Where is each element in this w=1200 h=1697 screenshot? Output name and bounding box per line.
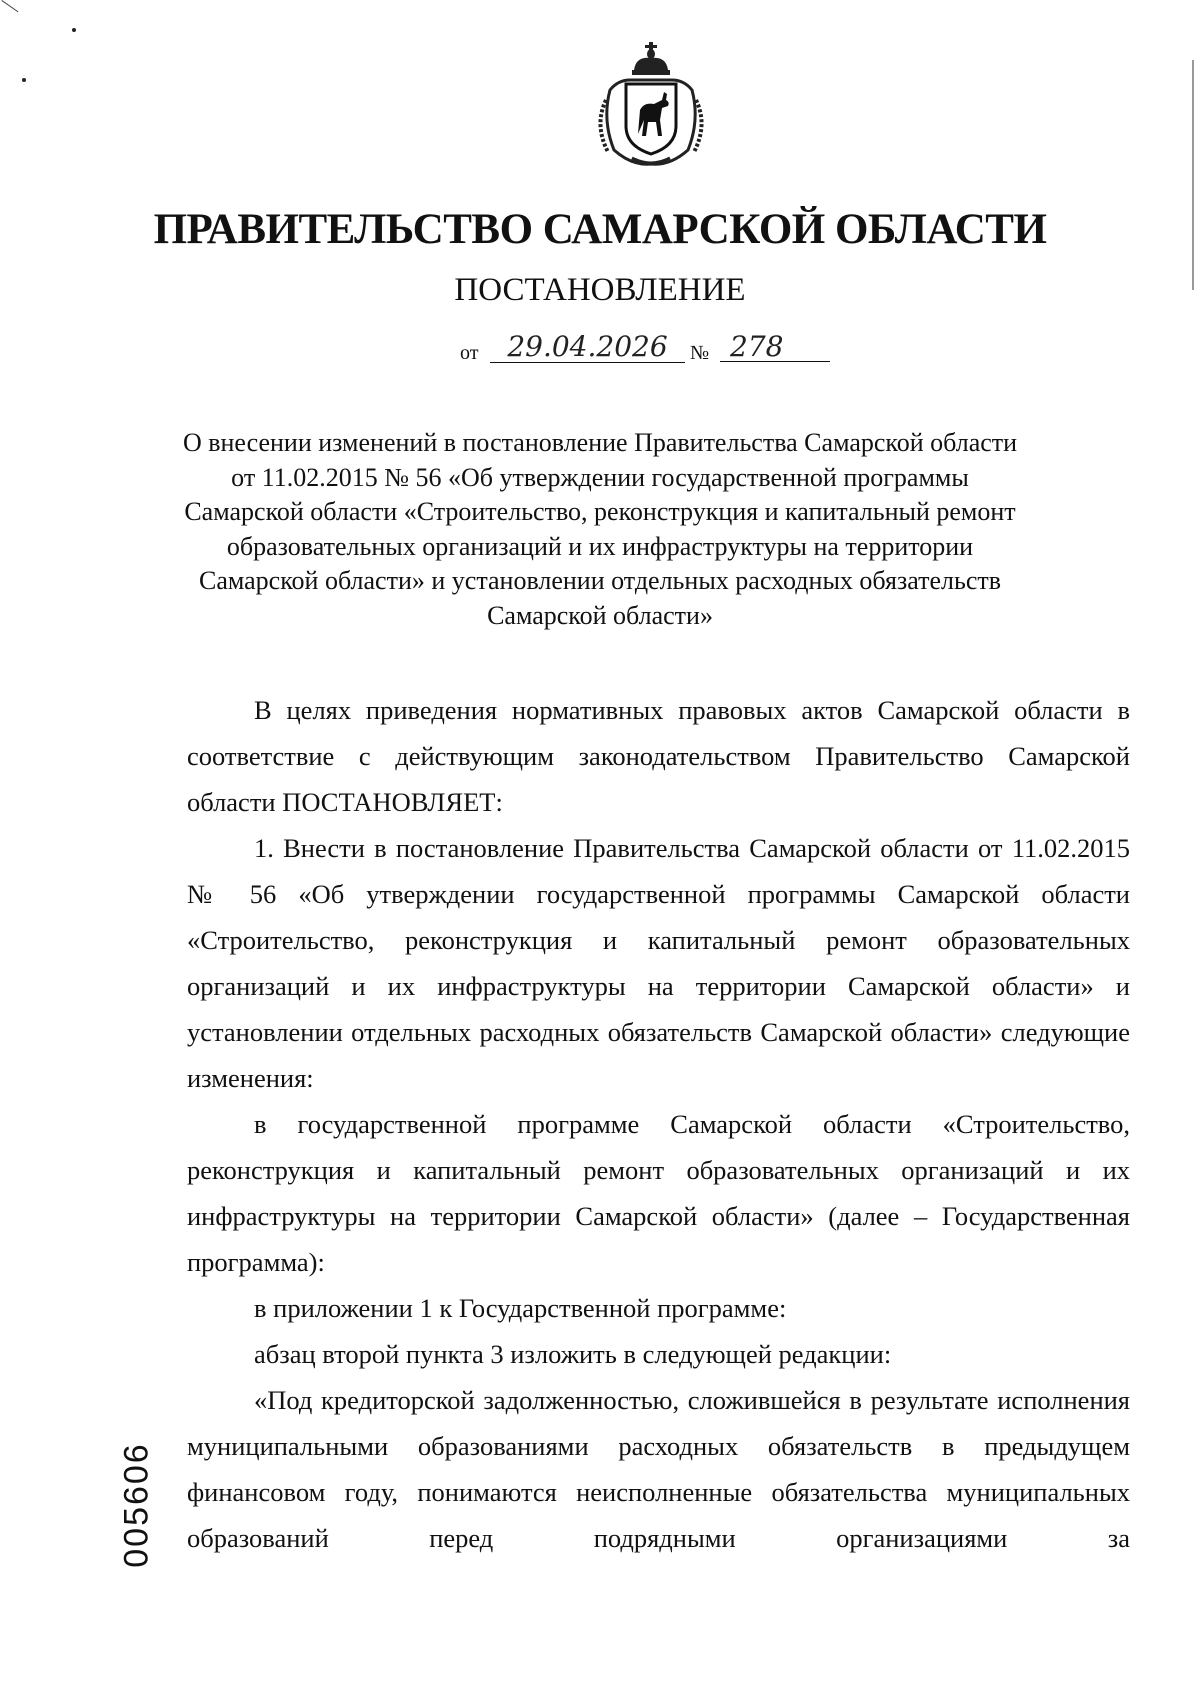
number-prefix: № xyxy=(690,342,710,364)
organization-title: ПРАВИТЕЛЬСТВО САМАРСКОЙ ОБЛАСТИ xyxy=(153,206,1047,253)
side-stamp-number xyxy=(112,1430,162,1580)
scan-artifact xyxy=(22,78,26,82)
date-number-line xyxy=(460,330,860,370)
body-paragraph: В целях приведения нормативных правовых актов Самарской области в соответствие с действующим законодательством Правительство Самарской области ПОСТАНОВЛЯЕТ: xyxy=(187,695,1130,817)
subject-line: Самарской области «Строительство, реконструкция и капитальный ремонт xyxy=(184,497,1016,526)
body-paragraph: в приложении 1 к Государственной программе: xyxy=(254,1293,787,1323)
side-stamp-number-text: 005606 xyxy=(117,1442,156,1568)
scan-artifact xyxy=(1192,60,1194,290)
coat-of-arms-emblem xyxy=(592,40,710,168)
document-subject xyxy=(180,426,1020,633)
body-paragraph: 1. Внести в постановление Правительства Самарской области от 11.02.2015 № 56 «Об утверждении государственной программы Самарской области «Строительство, реконструкция и капитальный ремонт образовательных организаций и их инфраструктуры на территории Самарской области» и установлении отдельных расходных обязательств Самарской области» следующие изменения: xyxy=(187,833,1130,1093)
scan-artifact xyxy=(0,0,18,22)
body-paragraph: «Под кредиторской задолженностью, сложившейся в результате исполнения муниципальными образованиями расходных обязательств в предыдущем финансовом году, понимаются неисполненные обязательства муниципальных образований перед подрядными организациями за xyxy=(187,1385,1130,1553)
document-number: 278 xyxy=(720,330,830,362)
date-prefix: от xyxy=(460,342,479,364)
document-body xyxy=(187,687,1130,1561)
document-date: 29.04.2026 xyxy=(490,330,685,363)
scan-artifact xyxy=(72,28,76,32)
subject-line: от 11.02.2015 № 56 «Об утверждении государственной программы xyxy=(231,462,969,492)
document-type: ПОСТАНОВЛЕНИЕ xyxy=(454,272,746,308)
body-paragraph: в государственной программе Самарской области «Строительство, реконструкция и капитальный ремонт образовательных организаций и их инфраструктуры на территории Самарской области» (далее – Государственная программа): xyxy=(187,1109,1130,1277)
subject-line: Самарской области» xyxy=(487,600,713,630)
body-paragraph: абзац второй пункта 3 изложить в следующей редакции: xyxy=(254,1339,892,1369)
subject-line: О внесении изменений в постановление Правительства Самарской области xyxy=(182,428,1018,457)
subject-line: Самарской области» и установлении отдельных расходных обязательств xyxy=(198,566,1001,595)
subject-line: образовательных организаций и их инфраструктуры на территории xyxy=(226,531,974,561)
